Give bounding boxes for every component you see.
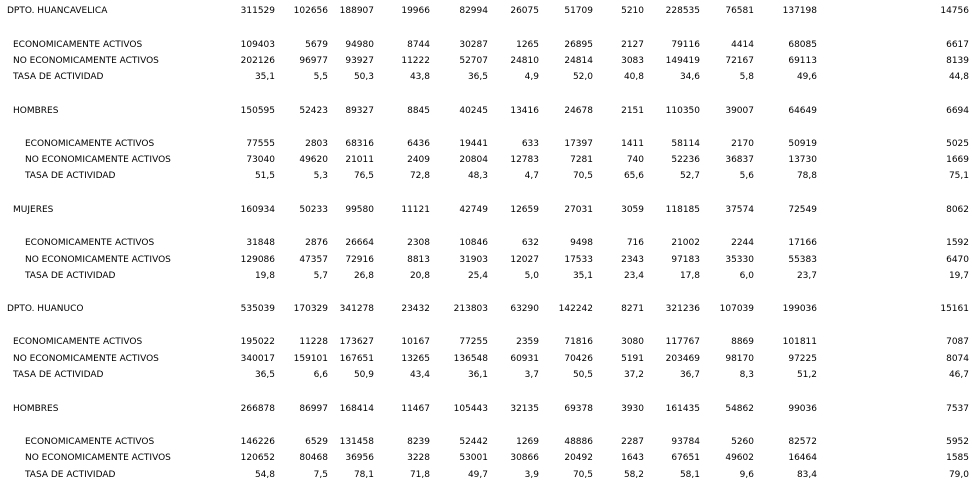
table-cell: 8239: [407, 437, 430, 447]
table-cell: 311529: [240, 6, 275, 16]
table-cell: 341278: [339, 304, 374, 314]
table-cell: 21002: [671, 238, 700, 248]
table-cell: 69113: [788, 56, 817, 66]
table-cell: 52442: [459, 437, 488, 447]
table-cell: 13416: [510, 106, 539, 116]
table-row: [0, 434, 972, 450]
table-cell: 9,6: [739, 470, 754, 480]
table-cell: 3059: [621, 205, 644, 215]
table-cell: 25,4: [467, 271, 488, 281]
table-cell: 340017: [240, 354, 275, 364]
row-label: DPTO. HUANUCO: [7, 304, 84, 314]
table-cell: 52423: [299, 106, 328, 116]
table-cell: 6470: [946, 255, 969, 265]
table-cell: 2151: [621, 106, 644, 116]
table-cell: 93784: [671, 437, 700, 447]
table-cell: 632: [521, 238, 539, 248]
table-cell: 203469: [665, 354, 700, 364]
table-cell: 53001: [459, 453, 488, 463]
table-cell: 213803: [453, 304, 488, 314]
table-cell: 199036: [782, 304, 817, 314]
table-cell: 5025: [946, 139, 969, 149]
table-cell: 35,1: [254, 72, 275, 82]
table-cell: 4,7: [524, 171, 539, 181]
table-cell: 10846: [459, 238, 488, 248]
table-cell: 5,6: [739, 171, 754, 181]
table-cell: 2170: [731, 139, 754, 149]
table-cell: 102656: [293, 6, 328, 16]
table-cell: 35,1: [572, 271, 593, 281]
table-cell: 37,2: [623, 370, 644, 380]
table-cell: 14756: [940, 6, 969, 16]
table-cell: 8271: [621, 304, 644, 314]
table-cell: 44,8: [948, 72, 969, 82]
table-row: [0, 235, 972, 251]
row-label: DPTO. HUANCAVELICA: [7, 6, 108, 16]
table-cell: 82572: [788, 437, 817, 447]
table-cell: 266878: [240, 404, 275, 414]
table-cell: 65,6: [623, 171, 644, 181]
table-cell: 24678: [564, 106, 593, 116]
table-row: [0, 351, 972, 367]
table-cell: 9498: [570, 238, 593, 248]
table-cell: 6529: [305, 437, 328, 447]
table-cell: 36,5: [254, 370, 275, 380]
table-cell: 5679: [305, 40, 328, 50]
table-cell: 120652: [240, 453, 275, 463]
table-cell: 8062: [946, 205, 969, 215]
table-cell: 89327: [345, 106, 374, 116]
row-label: TASA DE ACTIVIDAD: [25, 171, 116, 181]
table-cell: 110350: [665, 106, 700, 116]
table-cell: 12783: [510, 155, 539, 165]
table-cell: 49602: [725, 453, 754, 463]
table-cell: 13265: [401, 354, 430, 364]
table-cell: 77555: [246, 139, 275, 149]
table-cell: 37574: [725, 205, 754, 215]
table-cell: 17533: [564, 255, 593, 265]
table-cell: 50,9: [353, 370, 374, 380]
table-row: [0, 69, 972, 85]
table-cell: 11222: [401, 56, 430, 66]
table-cell: 7087: [946, 337, 969, 347]
table-cell: 80468: [299, 453, 328, 463]
table-cell: 24814: [564, 56, 593, 66]
table-cell: 26664: [345, 238, 374, 248]
table-cell: 131458: [339, 437, 374, 447]
table-cell: 52,7: [679, 171, 700, 181]
table-cell: 97225: [788, 354, 817, 364]
table-cell: 72167: [725, 56, 754, 66]
table-cell: 3083: [621, 56, 644, 66]
table-cell: 5,8: [739, 72, 754, 82]
table-row: [0, 103, 972, 119]
table-cell: 168414: [339, 404, 374, 414]
table-cell: 79116: [671, 40, 700, 50]
table-cell: 50,5: [572, 370, 593, 380]
table-cell: 34,6: [679, 72, 700, 82]
table-cell: 170329: [293, 304, 328, 314]
table-cell: 202126: [240, 56, 275, 66]
table-cell: 58,1: [679, 470, 700, 480]
table-cell: 173627: [339, 337, 374, 347]
table-row: [0, 252, 972, 268]
table-cell: 7281: [570, 155, 593, 165]
table-cell: 50919: [788, 139, 817, 149]
table-cell: 51,5: [254, 171, 275, 181]
table-row: [0, 202, 972, 218]
table-cell: 8139: [946, 56, 969, 66]
table-cell: 3,7: [524, 370, 539, 380]
table-cell: 43,8: [409, 72, 430, 82]
table-cell: 20,8: [409, 271, 430, 281]
table-cell: 67651: [671, 453, 700, 463]
table-cell: 78,1: [353, 470, 374, 480]
table-cell: 101811: [782, 337, 817, 347]
table-cell: 83,4: [796, 470, 817, 480]
table-cell: 188907: [339, 6, 374, 16]
table-cell: 5260: [731, 437, 754, 447]
table-cell: 137198: [782, 6, 817, 16]
table-cell: 7537: [946, 404, 969, 414]
table-cell: 6436: [407, 139, 430, 149]
table-cell: 4414: [731, 40, 754, 50]
table-cell: 96977: [299, 56, 328, 66]
table-cell: 2287: [621, 437, 644, 447]
table-cell: 3080: [621, 337, 644, 347]
table-cell: 71,8: [409, 470, 430, 480]
row-label: NO ECONOMICAMENTE ACTIVOS: [25, 453, 171, 463]
table-cell: 8869: [731, 337, 754, 347]
table-cell: 50,3: [353, 72, 374, 82]
table-cell: 167651: [339, 354, 374, 364]
table-cell: 16464: [788, 453, 817, 463]
table-cell: 43,4: [409, 370, 430, 380]
row-label: ECONOMICAMENTE ACTIVOS: [13, 40, 143, 50]
table-cell: 52707: [459, 56, 488, 66]
table-cell: 11228: [299, 337, 328, 347]
table-cell: 142242: [558, 304, 593, 314]
table-cell: 26075: [510, 6, 539, 16]
table-cell: 69378: [564, 404, 593, 414]
table-cell: 6,0: [739, 271, 754, 281]
row-label: NO ECONOMICAMENTE ACTIVOS: [13, 354, 159, 364]
table-cell: 94980: [345, 40, 374, 50]
table-cell: 8813: [407, 255, 430, 265]
table-cell: 12659: [510, 205, 539, 215]
row-label: TASA DE ACTIVIDAD: [25, 470, 116, 480]
row-label: TASA DE ACTIVIDAD: [13, 370, 104, 380]
table-cell: 11121: [401, 205, 430, 215]
table-cell: 3930: [621, 404, 644, 414]
table-cell: 1585: [946, 453, 969, 463]
row-label: ECONOMICAMENTE ACTIVOS: [25, 437, 155, 447]
table-cell: 20492: [564, 453, 593, 463]
table-cell: 10167: [401, 337, 430, 347]
table-cell: 36956: [345, 453, 374, 463]
table-cell: 54,8: [254, 470, 275, 480]
table-cell: 30866: [510, 453, 539, 463]
row-label: ECONOMICAMENTE ACTIVOS: [25, 238, 155, 248]
table-cell: 52236: [671, 155, 700, 165]
table-cell: 47357: [299, 255, 328, 265]
table-cell: 23,4: [623, 271, 644, 281]
table-cell: 3,9: [524, 470, 539, 480]
table-cell: 20804: [459, 155, 488, 165]
table-cell: 4,9: [524, 72, 539, 82]
table-cell: 2127: [621, 40, 644, 50]
table-cell: 15161: [940, 304, 969, 314]
row-label: NO ECONOMICAMENTE ACTIVOS: [25, 155, 171, 165]
table-cell: 73040: [246, 155, 275, 165]
table-cell: 50233: [299, 205, 328, 215]
table-row: [0, 367, 972, 383]
table-cell: 72549: [788, 205, 817, 215]
table-cell: 71816: [564, 337, 593, 347]
table-cell: 76581: [725, 6, 754, 16]
table-row: [0, 3, 972, 19]
table-cell: 93927: [345, 56, 374, 66]
table-cell: 27031: [564, 205, 593, 215]
table-cell: 49620: [299, 155, 328, 165]
table-cell: 70,5: [572, 171, 593, 181]
table-cell: 31848: [246, 238, 275, 248]
table-cell: 36,7: [679, 370, 700, 380]
table-cell: 1643: [621, 453, 644, 463]
table-cell: 58,2: [623, 470, 644, 480]
table-cell: 1669: [946, 155, 969, 165]
table-cell: 36,1: [467, 370, 488, 380]
table-cell: 118185: [665, 205, 700, 215]
table-cell: 19966: [401, 6, 430, 16]
table-cell: 2343: [621, 255, 644, 265]
table-cell: 150595: [240, 106, 275, 116]
table-cell: 72,8: [409, 171, 430, 181]
table-cell: 633: [521, 139, 539, 149]
table-cell: 6694: [946, 106, 969, 116]
table-cell: 5952: [946, 437, 969, 447]
table-cell: 1592: [946, 238, 969, 248]
table-cell: 117767: [665, 337, 700, 347]
table-cell: 70426: [564, 354, 593, 364]
table-cell: 17166: [788, 238, 817, 248]
table-cell: 6617: [946, 40, 969, 50]
table-cell: 23432: [401, 304, 430, 314]
table-cell: 146226: [240, 437, 275, 447]
table-cell: 8845: [407, 106, 430, 116]
table-cell: 55383: [788, 255, 817, 265]
table-cell: 5,5: [313, 72, 328, 82]
table-cell: 75,1: [948, 171, 969, 181]
row-label: TASA DE ACTIVIDAD: [13, 72, 104, 82]
table-cell: 8744: [407, 40, 430, 50]
table-cell: 58114: [671, 139, 700, 149]
table-cell: 7,5: [313, 470, 328, 480]
table-cell: 97183: [671, 255, 700, 265]
table-cell: 60931: [510, 354, 539, 364]
table-cell: 42749: [459, 205, 488, 215]
table-cell: 6,6: [313, 370, 328, 380]
table-cell: 76,5: [353, 171, 374, 181]
table-cell: 11467: [401, 404, 430, 414]
table-cell: 68316: [345, 139, 374, 149]
row-label: HOMBRES: [13, 404, 59, 414]
table-cell: 86997: [299, 404, 328, 414]
table-row: [0, 168, 972, 184]
table-cell: 2803: [305, 139, 328, 149]
table-cell: 2308: [407, 238, 430, 248]
table-cell: 740: [626, 155, 644, 165]
table-cell: 1265: [516, 40, 539, 50]
row-label: ECONOMICAMENTE ACTIVOS: [25, 139, 155, 149]
table-cell: 107039: [719, 304, 754, 314]
table-cell: 8074: [946, 354, 969, 364]
table-cell: 159101: [293, 354, 328, 364]
table-cell: 2409: [407, 155, 430, 165]
table-row: [0, 37, 972, 53]
table-row: [0, 467, 972, 483]
table-cell: 49,6: [796, 72, 817, 82]
table-cell: 3228: [407, 453, 430, 463]
table-cell: 17,8: [679, 271, 700, 281]
table-cell: 149419: [665, 56, 700, 66]
table-cell: 68085: [788, 40, 817, 50]
row-label: HOMBRES: [13, 106, 59, 116]
table-cell: 5,7: [313, 271, 328, 281]
table-cell: 19441: [459, 139, 488, 149]
table-cell: 105443: [453, 404, 488, 414]
table-cell: 5,3: [313, 171, 328, 181]
table-cell: 78,8: [796, 171, 817, 181]
table-cell: 17397: [564, 139, 593, 149]
table-cell: 46,7: [948, 370, 969, 380]
table-cell: 1269: [516, 437, 539, 447]
table-cell: 32135: [510, 404, 539, 414]
table-cell: 35330: [725, 255, 754, 265]
table-cell: 136548: [453, 354, 488, 364]
table-cell: 5210: [621, 6, 644, 16]
table-row: [0, 334, 972, 350]
table-cell: 12027: [510, 255, 539, 265]
table-cell: 70,5: [572, 470, 593, 480]
table-cell: 160934: [240, 205, 275, 215]
table-cell: 161435: [665, 404, 700, 414]
table-cell: 5,0: [524, 271, 539, 281]
table-row: [0, 450, 972, 466]
table-cell: 19,8: [254, 271, 275, 281]
table-cell: 39007: [725, 106, 754, 116]
table-row: [0, 301, 972, 317]
table-cell: 99036: [788, 404, 817, 414]
table-cell: 21011: [345, 155, 374, 165]
table-cell: 5191: [621, 354, 644, 364]
table-cell: 77255: [459, 337, 488, 347]
table-cell: 40245: [459, 106, 488, 116]
table-row: [0, 152, 972, 168]
table-cell: 63290: [510, 304, 539, 314]
table-cell: 51709: [564, 6, 593, 16]
table-cell: 23,7: [796, 271, 817, 281]
table-cell: 8,3: [739, 370, 754, 380]
table-cell: 13730: [788, 155, 817, 165]
table-cell: 48,3: [467, 171, 488, 181]
table-cell: 228535: [665, 6, 700, 16]
table-cell: 195022: [240, 337, 275, 347]
table-cell: 48886: [564, 437, 593, 447]
table-cell: 321236: [665, 304, 700, 314]
table-cell: 31903: [459, 255, 488, 265]
table-cell: 2244: [731, 238, 754, 248]
table-cell: 109403: [240, 40, 275, 50]
table-cell: 72916: [345, 255, 374, 265]
table-cell: 26,8: [353, 271, 374, 281]
table-cell: 82994: [459, 6, 488, 16]
table-cell: 2876: [305, 238, 328, 248]
table-row: [0, 268, 972, 284]
table-cell: 36837: [725, 155, 754, 165]
table-row: [0, 53, 972, 69]
row-label: NO ECONOMICAMENTE ACTIVOS: [13, 56, 159, 66]
table-cell: 64649: [788, 106, 817, 116]
table-cell: 716: [626, 238, 644, 248]
table-cell: 1411: [621, 139, 644, 149]
table-cell: 19,7: [948, 271, 969, 281]
table-cell: 36,5: [467, 72, 488, 82]
table-row: [0, 136, 972, 152]
table-cell: 2359: [516, 337, 539, 347]
row-label: NO ECONOMICAMENTE ACTIVOS: [25, 255, 171, 265]
table-cell: 51,2: [796, 370, 817, 380]
table-cell: 79,0: [948, 470, 969, 480]
table-cell: 49,7: [467, 470, 488, 480]
table-cell: 30287: [459, 40, 488, 50]
table-cell: 24810: [510, 56, 539, 66]
table-cell: 98170: [725, 354, 754, 364]
table-cell: 129086: [240, 255, 275, 265]
row-label: ECONOMICAMENTE ACTIVOS: [13, 337, 143, 347]
table-row: [0, 401, 972, 417]
table-cell: 26895: [564, 40, 593, 50]
table-cell: 535039: [240, 304, 275, 314]
table-cell: 40,8: [623, 72, 644, 82]
row-label: MUJERES: [13, 205, 54, 215]
table-cell: 99580: [345, 205, 374, 215]
table-cell: 52,0: [572, 72, 593, 82]
row-label: TASA DE ACTIVIDAD: [25, 271, 116, 281]
table-cell: 54862: [725, 404, 754, 414]
